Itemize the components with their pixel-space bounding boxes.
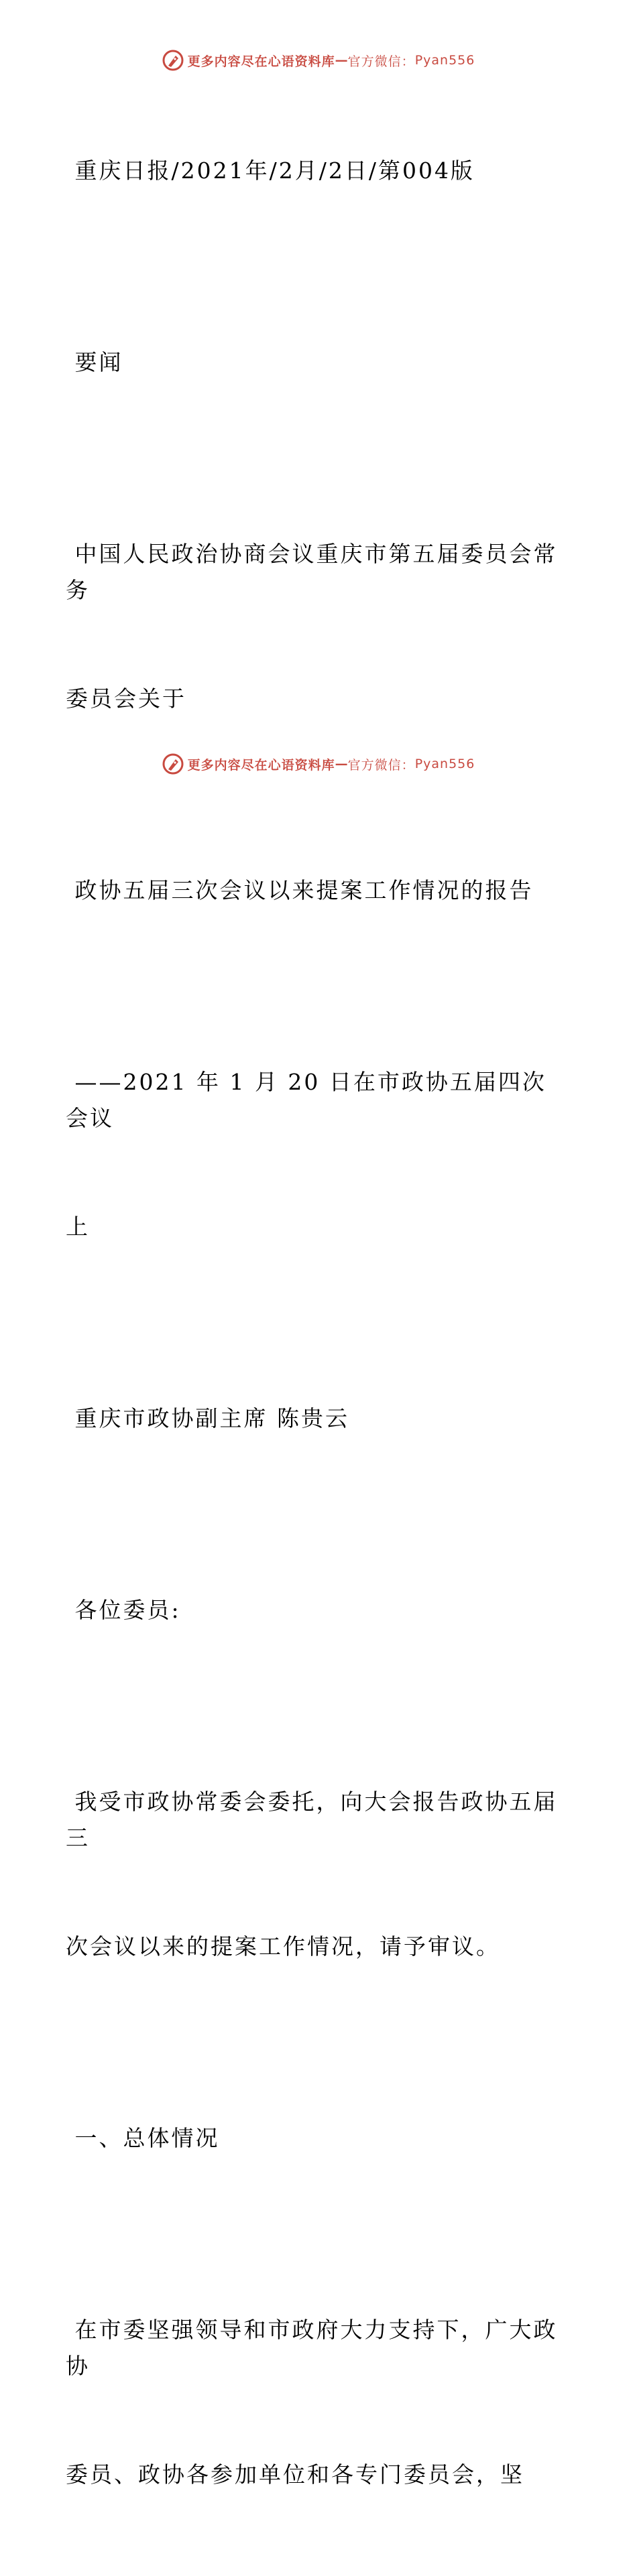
watermark-sub-text: 官方微信： [347,757,415,773]
watermark-wechat-id: Pyan556 [414,757,475,771]
text-line: 各位委员: [66,1597,181,1623]
section-heading [66,2048,562,2229]
watermark-main-text: 更多内容尽在心语资料库 [187,757,335,773]
document-body [66,80,562,2576]
text-line: 中国人民政治协商会议重庆市第五届委员会常务 [66,541,558,603]
intro-paragraph [66,1712,562,2037]
source-line [66,80,562,261]
salutation [66,1520,562,1701]
text-line: 一、总体情况 [66,2125,220,2151]
text-line: 重庆日报/2021年/2月/2日/第004版 [66,157,475,184]
section-label [66,272,562,453]
text-line: 我受市政协常委会委托，向大会报告政协五届三 [66,1789,558,1851]
text-line: 委员、政协各参加单位和各专门委员会，坚 [66,2461,524,2488]
report-author [66,1328,562,1509]
text-line: 要闻 [66,349,123,375]
watermark-sub-text: 官方微信： [347,54,415,69]
footer-watermark [0,751,637,777]
text-line: ——2021 年 1 月 20 日在市政协五届四次会议 [66,1069,546,1131]
watermark-dash: — [335,53,348,68]
pen-nib-logo-icon [162,50,184,71]
pen-nib-logo-icon [162,753,184,775]
report-title [66,464,562,789]
text-line: 重庆市政协副主席 陈贵云 [66,1405,349,1431]
watermark-dash: — [335,757,348,771]
text-line: 在市委坚强领导和市政府大力支持下，广大政协 [66,2317,558,2379]
text-line: 上 [66,1214,90,1240]
body-paragraph [66,2240,562,2565]
watermark-main-text: 更多内容尽在心语资料库 [187,54,335,69]
header-watermark [0,47,637,74]
text-line: 政协五届三次会议以来提案工作情况的报告 [66,877,534,903]
report-subtitle [66,992,562,1317]
text-line: 委员会关于 [66,686,186,712]
watermark-wechat-id: Pyan556 [414,53,475,68]
report-title-continued [66,800,562,981]
text-line: 次会议以来的提案工作情况，请予审议。 [66,1933,500,1959]
